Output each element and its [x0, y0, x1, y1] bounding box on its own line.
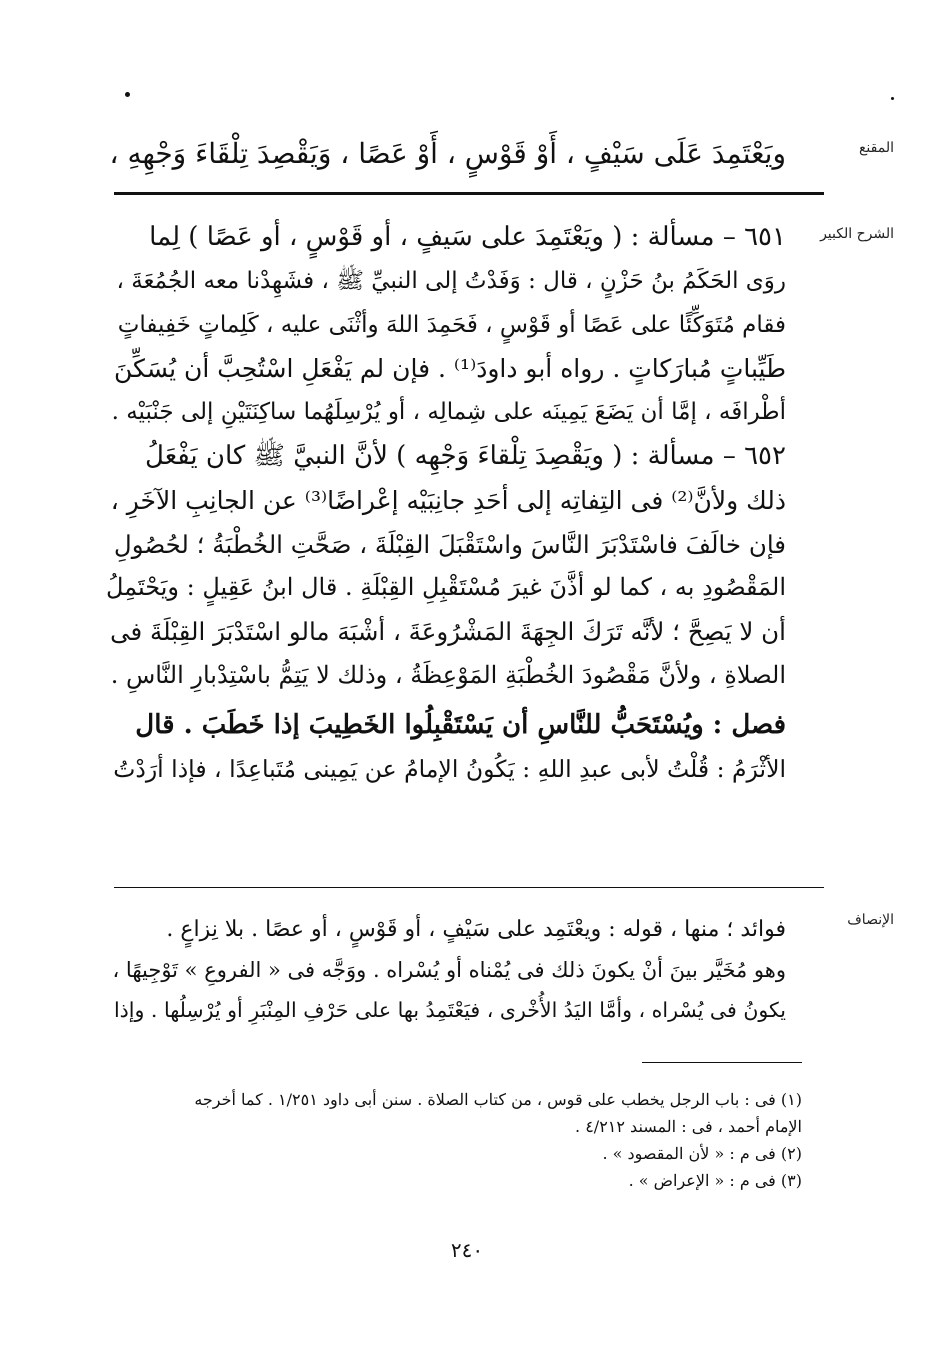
sharh-line: أطْرافَه ، إمَّا أن يَضَعَ يَمِينَه على شِمالِه ، أو يُرْسِلَهُما ساكِنَتَيْنِ إلى جَنْبَيْه .	[111, 399, 786, 426]
page-number: ٢٤٠	[450, 1238, 484, 1262]
sharh-line: فإن خالَفَ فاسْتَدْبَرَ النَّاسَ واسْتَقْبَلَ القِبْلَةَ ، صَحَّتِ الخُطْبَةُ ؛ لحُصُولِ	[113, 529, 786, 559]
sharh-line: ٦٥٢ – مسألة : ( ويَقْصِدَ تِلْقاءَ وَجْهِه ) لأنَّ النبيَّ ﷺ كان يَفْعَلُ	[145, 440, 786, 471]
muqni-text	[106, 128, 786, 180]
sharh-line-fasl: فصل : ويُسْتَحَبُّ للنَّاسِ أن يَسْتَقْبِلُوا الخَطِيبَ إذا خَطَبَ . قال	[135, 709, 786, 740]
page-mark-dot	[891, 97, 894, 100]
footnote-line: (٢) فى م : « لأن المقصود » .	[602, 1144, 802, 1163]
insaf-line: فوائد ؛ منها ، قوله : ويعْتَمِد على سَيْفٍ ، أو قَوْسٍ ، أو عصًا . بلا نِزاعٍ .	[166, 917, 786, 942]
sharh-line: الصلاةِ ، ولأنَّ مَقْصُودَ الخُطْبَةِ المَوْعِظَةُ ، وذلك لا يَتِمُّ باسْتِدْبارِ النَّاسِ .	[110, 660, 786, 689]
insaf-line: وهو مُخَيَّر بينَ أنْ يكونَ ذلك فى يُمْناه أو يُسْراه . ووَجَّه فى « الفروعِ » تَوْجِيهًا ،	[112, 958, 786, 982]
sharh-line: طَيِّباتٍ مُبارَكاتٍ . رواه أبو داودَ⁽¹⁾ . فإن لم يَفْعَلِ اسْتُحِبَّ أن يُسَكِّنَ	[114, 354, 786, 384]
muqni-line: ويَعْتَمِدَ عَلَى سَيْفٍ ، أَوْ قَوْسٍ ، أَوْ عَصًا ، وَيَقْصِدَ تِلْقَاءَ وَجْهِهِ ،	[109, 137, 786, 170]
footnotes	[106, 1086, 802, 1194]
section-divider	[114, 192, 824, 195]
sharh-line: ذلك ولأنَّ⁽²⁾ فى التِفاتِه إلى أحَدِ جانِبَيْه إعْراضًا⁽³⁾ عن الجانِبِ الآخَرِ ،	[110, 485, 786, 515]
section-divider	[114, 887, 824, 888]
footnote-line: (١) فى : باب الرجل يخطب على قوس ، من كتاب الصلاة . سنن أبى داود ١/٢٥١ . كما أخرجه	[194, 1090, 802, 1109]
section-label-muqni: المقنع	[858, 140, 894, 156]
footnote-line: (٣) فى م : « الإعراض » .	[628, 1171, 802, 1190]
insaf-text	[106, 910, 786, 1030]
section-label-sharh: الشرح الكبير	[820, 226, 894, 242]
section-label-insaf: الإنصاف	[847, 912, 894, 928]
page-mark-dot	[125, 92, 130, 97]
sharh-line: روَى الحَكَمُ بنُ حَزْنٍ ، قال : وَفَدْتُ إلى النبيِّ ﷺ ، فشَهِدْنا معه الجُمُعَةَ ،	[116, 267, 786, 294]
sharh-line: فقام مُتَوَكِّئًا على عَصًا أو قَوْسٍ ، فَحَمِدَ اللهَ وأثْنَى عليه ، كَلِماتٍ خَفِيفاتٍ	[117, 311, 786, 338]
footnote-divider	[642, 1062, 802, 1063]
sharh-text	[106, 216, 786, 791]
sharh-line: المَقْصُودِ به ، كما لو أذَّنَ غيرَ مُسْتَقْبِلِ القِبْلَةِ . قال ابنُ عَقِيلٍ : ويَحْتَمِلُ	[106, 573, 786, 602]
sharh-line: أن لا يَصِحَّ ؛ لأنَّه تَرَكَ الجِهَةَ المَشْرُوعَةَ ، أشْبَهَ مالو اسْتَدْبَرَ القِبْلَةَ فى	[110, 617, 786, 647]
sharh-line: ٦٥١ – مسألة : ( ويَعْتَمِدَ على سَيفٍ ، أو قَوْسٍ ، أو عَصًا ) لِما	[149, 222, 786, 252]
insaf-line: يكونُ فى يُسْراه ، وأمَّا اليَدُ الأُخْرى ، فيَعْتَمِدُ بها على حَرْفِ المِنْبَرِ أو يُرْسِلُها . وإذا	[113, 998, 786, 1022]
sharh-line: الأثْرَمُ : قُلْتُ لأبى عبدِ اللهِ : يَكُونُ الإمامُ عن يَمِينى مُتَباعِدًا ، فإذا أرَدْتُ	[113, 754, 786, 783]
footnote-line: الإمام أحمد ، فى : المسند ٤/٢١٢ .	[575, 1117, 802, 1136]
